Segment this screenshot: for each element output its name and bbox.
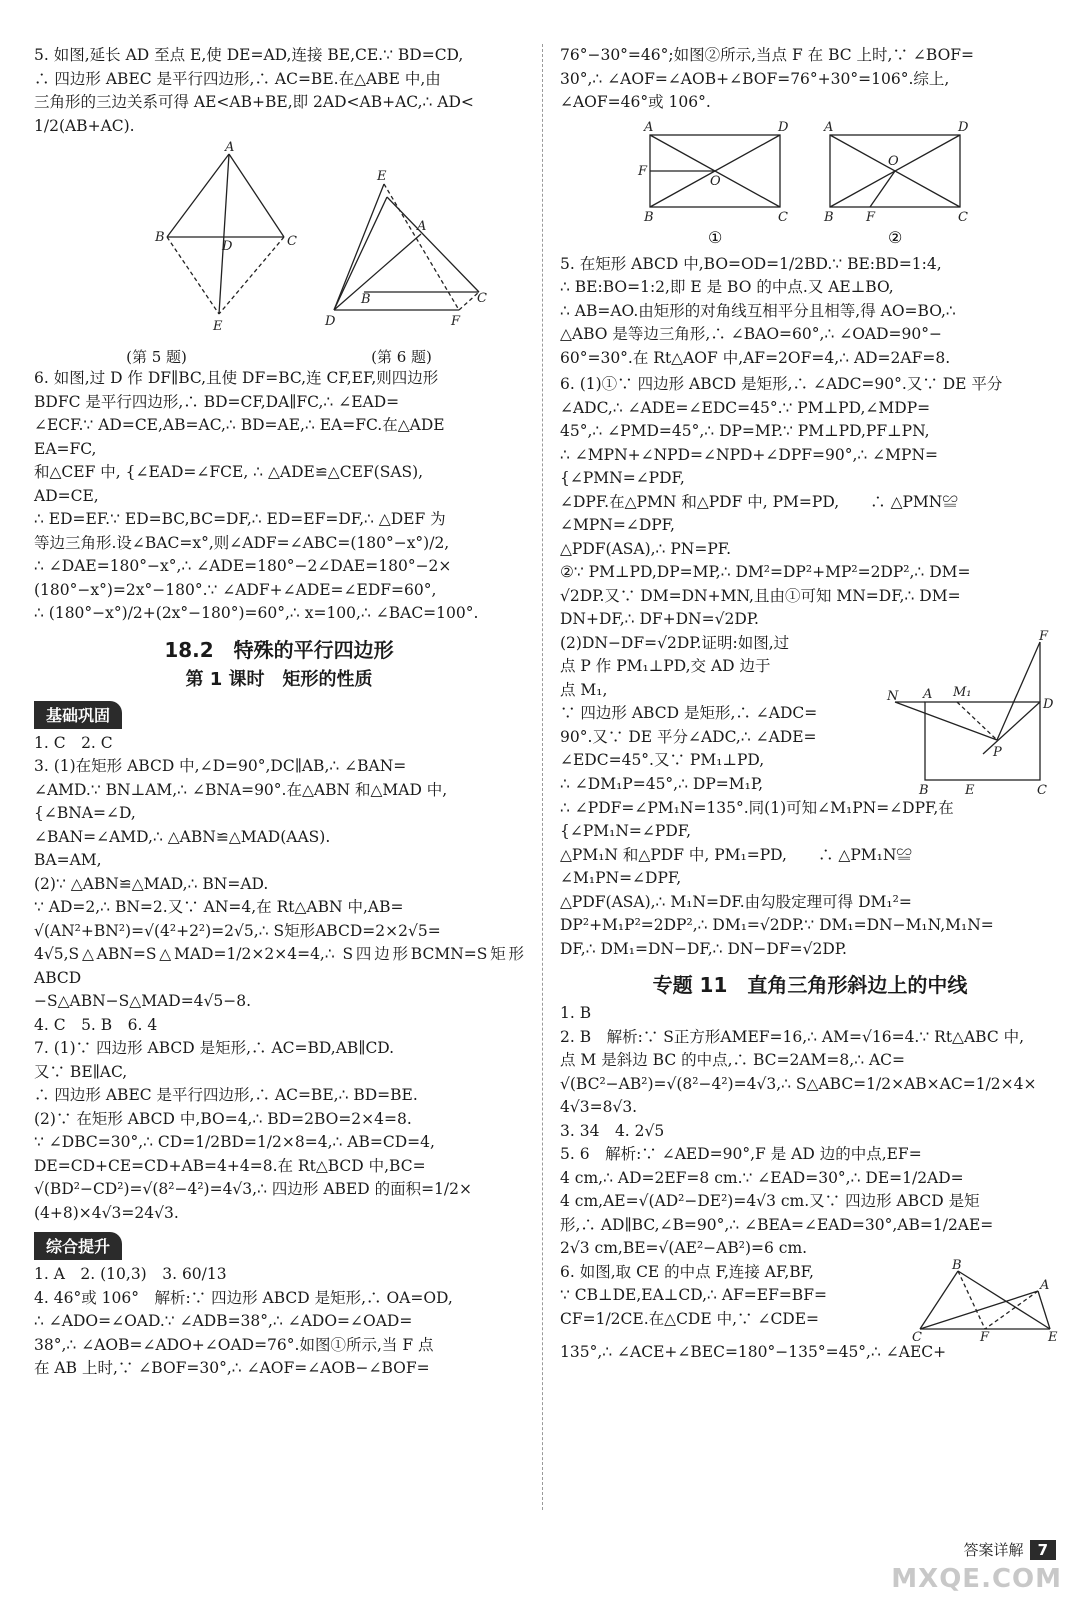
svg-text:F: F xyxy=(451,314,461,329)
svg-text:B: B xyxy=(155,230,165,245)
text-line: ∠AMD.∵ BN⊥AM,∴ ∠BNA=90°.在△ABN 和△MAD 中, xyxy=(34,780,448,799)
text-line: 90°.又∵ DE 平分∠ADC,∴ ∠ADE= xyxy=(560,727,817,746)
text-line: ∠M₁PN=∠DPF, xyxy=(560,869,682,887)
text-line: 7. (1)∵ 四边形 ABCD 是矩形,∴ AC=BD,AB∥CD. xyxy=(34,1039,395,1057)
text-line: AD=CE, xyxy=(34,486,99,505)
text-line: 4 cm,∴ AD=2EF=8 cm.∵ ∠EAD=30°,∴ DE=1/2AD= xyxy=(560,1168,964,1187)
text-line: ∠AOF=46°或 106°. xyxy=(560,93,711,111)
rectangle-figure-1 xyxy=(650,135,780,207)
text-line: ∠BAN=∠AMD,∴ △ABN≌△MAD(AAS). xyxy=(34,827,331,846)
figure-5 xyxy=(167,154,284,314)
text-line: 60°=30°.在 Rt△AOF 中,AF=2OF=4,∴ AD=2AF=8. xyxy=(560,348,951,367)
svg-text:D: D xyxy=(325,314,336,329)
text-line: ∠EDC=45°.又∵ PM₁⊥PD, xyxy=(560,751,765,769)
basic-answers xyxy=(34,732,524,1226)
svg-text:A: A xyxy=(923,686,933,702)
text-line: DN+DF,∴ DF+DN=√2DP. xyxy=(560,610,759,628)
svg-text:A: A xyxy=(824,119,834,135)
advanced-answer-5 xyxy=(560,253,1060,371)
svg-text:C: C xyxy=(477,291,487,306)
text-line: 38°,∴ ∠AOB=∠ADO+∠OAD=76°.如图①所示,当 F 点 xyxy=(34,1335,434,1354)
text-line: (180°−x°)=2x°−180°.∵ ∠ADF+∠ADE=∠EDF=60°, xyxy=(34,580,437,599)
svg-text:D: D xyxy=(222,239,233,254)
text-line: ∴ ∠DAE=180°−x°,∴ ∠ADE=180°−2∠DAE=180°−2× xyxy=(34,557,452,575)
text-line: 1. C 2. C xyxy=(34,733,113,752)
answer-6-figure xyxy=(910,1257,1060,1345)
svg-text:A: A xyxy=(417,219,427,234)
text-line: ∴ ∠DM₁P=45°,∴ DP=M₁P, xyxy=(560,774,764,793)
text-line: 5. 6 解析:∵ ∠AED=90°,F 是 AD 边的中点,EF= xyxy=(560,1145,922,1163)
text-line: ∴ BE:BO=1:2,即 E 是 BO 的中点.又 AE⊥BO, xyxy=(560,278,894,296)
answer-6-with-figure xyxy=(560,1257,1060,1345)
text-line: 2√3 cm,BE=√(AE²−AB²)=6 cm. xyxy=(560,1239,808,1257)
text-line: 2. B 解析:∵ S正方形AMEF=16,∴ AM=√16=4.∵ Rt△ABC 中, xyxy=(560,1027,1025,1046)
text-line: 在 AB 上时,∵ ∠BOF=30°,∴ ∠AOF=∠AOB−∠BOF= xyxy=(34,1359,430,1377)
proof-figure xyxy=(885,628,1060,798)
text-line: 5. 在矩形 ABCD 中,BO=OD=1/2BD.∵ BE:BD=1:4, xyxy=(560,254,942,273)
svg-text:M₁: M₁ xyxy=(953,684,972,700)
svg-text:A: A xyxy=(225,140,235,155)
text-line: (2)∵ △ABN≌△MAD,∴ BN=AD. xyxy=(34,874,269,893)
svg-text:D: D xyxy=(958,119,969,135)
text-line: 和△CEF 中, {∠EAD=∠FCE, ∴ △ADE≌△CEF(SAS), xyxy=(34,463,424,481)
svg-text:E: E xyxy=(213,319,223,334)
text-line: 4 cm,AE=√(AD²−DE²)=4√3 cm.又∵ 四边形 ABCD 是矩 xyxy=(560,1192,980,1210)
text-line: ∵ CB⊥DE,EA⊥CD,∴ AF=EF=BF= xyxy=(560,1286,827,1304)
text-line: {∠BNA=∠D, xyxy=(34,804,136,822)
text-line: △ABO 是等边三角形,∴ ∠BAO=60°,∴ ∠OAD=90°− xyxy=(560,325,942,343)
svg-text:F: F xyxy=(980,1329,990,1345)
figure-5-caption: (第 5 题) xyxy=(126,348,187,366)
text-line: △PM₁N 和△PDF 中, PM₁=PD, ∴ △PM₁N≌ xyxy=(560,845,912,864)
text-line: ∵ ∠DBC=30°,∴ CD=1/2BD=1/2×8=4,∴ AB=CD=4, xyxy=(34,1133,435,1151)
right-column xyxy=(560,44,1060,1530)
text-line: BA=AM, xyxy=(34,851,102,869)
svg-text:F: F xyxy=(1039,628,1049,644)
svg-text:F: F xyxy=(866,209,876,225)
text-line: (2)∵ 在矩形 ABCD 中,BO=4,∴ BD=2BO=2×4=8. xyxy=(34,1109,412,1128)
footer-label: 答案详解 xyxy=(963,1541,1024,1559)
svg-text:E: E xyxy=(1048,1329,1058,1345)
text-line: 1/2(AB+AC). xyxy=(34,116,135,135)
text-line: 又∵ BE∥AC, xyxy=(34,1062,128,1081)
text-line: {∠PMN=∠PDF, xyxy=(560,469,685,487)
text-line: EA=FC, xyxy=(34,439,97,458)
left-column xyxy=(34,44,524,1530)
column-divider xyxy=(542,44,543,1510)
text-line: CF=1/2CE.在△CDE 中,∵ ∠CDE= xyxy=(560,1309,820,1328)
text-line: 4. C 5. B 6. 4 xyxy=(34,1015,158,1034)
text-line: ∴ ∠ADO=∠OAD.∵ ∠ADB=38°,∴ ∠ADO=∠OAD= xyxy=(34,1312,413,1330)
text-line: 76°−30°=46°;如图②所示,当点 F 在 BC 上时,∵ ∠BOF= xyxy=(560,46,975,64)
svg-text:C: C xyxy=(778,209,788,225)
text-line: ∠MPN=∠DPF, xyxy=(560,516,675,534)
text-line: 形,∴ AD∥BC,∠B=90°,∴ ∠BEA=∠EAD=30°,AB=1/2AE= xyxy=(560,1215,994,1234)
text-line: ∴ 四边形 ABEC 是平行四边形,∴ AC=BE.在△ABE 中,由 xyxy=(34,69,441,88)
text-line: ∴ AB=AO.由矩形的对角线互相平分且相等,得 AO=BO,∴ xyxy=(560,301,956,320)
text-line: 三角形的三边关系可得 AE<AB+BE,即 2AD<AB+AC,∴ AD< xyxy=(34,93,474,111)
page-number: 7 xyxy=(1030,1540,1056,1560)
text-line: (2)DN−DF=√2DP.证明:如图,过 xyxy=(560,633,790,652)
advanced-tag: 综合提升 xyxy=(34,1232,122,1260)
svg-text:A: A xyxy=(1040,1277,1050,1293)
advanced-answer-6 xyxy=(560,373,1060,961)
proof-text xyxy=(560,632,885,797)
svg-text:O: O xyxy=(710,173,721,189)
svg-text:B: B xyxy=(824,209,834,225)
figure-6-caption: (第 6 题) xyxy=(371,348,432,366)
text-line: BDFC 是平行四边形,∴ BD=CF,DA∥FC,∴ ∠EAD= xyxy=(34,392,400,411)
text-line: {∠PM₁N=∠PDF, xyxy=(560,822,692,840)
text-line: ∴ ∠MPN+∠NPD=∠NPD+∠DPF=90°,∴ ∠MPN= xyxy=(560,445,939,464)
text-line: DE=CD+CE=CD+AB=4+4=8.在 Rt△BCD 中,BC= xyxy=(34,1156,426,1175)
basic-tag: 基础巩固 xyxy=(34,701,122,729)
svg-text:C: C xyxy=(1037,782,1047,798)
advanced-answers xyxy=(34,1263,524,1381)
text-line: √2DP.又∵ DM=DN+MN,且由①可知 MN=DF,∴ DM= xyxy=(560,586,961,605)
svg-text:C: C xyxy=(912,1329,922,1345)
text-line: 1. B xyxy=(560,1004,592,1022)
text-line: √(BC²−AB²)=√(8²−4²)=4√3,∴ S△ABC=1/2×AB×AC=1/2×4× xyxy=(560,1074,1037,1093)
text-line: 4√3=8√3. xyxy=(560,1098,638,1116)
rectangle-figure-2 xyxy=(830,135,960,207)
text-line: 45°,∴ ∠PMD=45°,∴ DP=MP.∵ PM⊥PD,PF⊥PN, xyxy=(560,422,930,440)
answer-6 xyxy=(34,367,524,626)
text-line: (4+8)×4√3=24√3. xyxy=(34,1203,179,1222)
svg-text:B: B xyxy=(644,209,654,225)
text-line: 点 P 作 PM₁⊥PD,交 AD 边于 xyxy=(560,657,771,675)
svg-text:P: P xyxy=(993,744,1002,760)
text-line: 等边三角形.设∠BAC=x°,则∠ADF=∠ABC=(180°−x°)/2, xyxy=(34,533,450,552)
text-line: ∠DPF.在△PMN 和△PDF 中, PM=PD, ∴ △PMN≌ xyxy=(560,492,958,511)
figure-6 xyxy=(334,184,479,310)
text-line: ∴ (180°−x°)/2+(2x°−180°)=60°,∴ x=100,∴ ∠BAC=100°. xyxy=(34,604,479,622)
svg-text:D: D xyxy=(1043,696,1054,712)
svg-text:N: N xyxy=(887,688,899,704)
proof-with-figure xyxy=(560,628,1060,798)
text-line: ∵ 四边形 ABCD 是矩形,∴ ∠ADC= xyxy=(560,704,818,722)
answer-6-text xyxy=(560,1261,910,1341)
answer-4-continued xyxy=(560,44,1060,115)
text-line: 135°,∴ ∠ACE+∠BEC=180°−135°=45°,∴ ∠AEC+ xyxy=(560,1342,947,1361)
text-line: 6. 如图,过 D 作 DF∥BC,且使 DF=BC,连 CF,EF,则四边形 xyxy=(34,369,439,387)
text-line: 点 M₁, xyxy=(560,680,608,699)
text-line: △PDF(ASA),∴ M₁N=DF.由勾股定理可得 DM₁²= xyxy=(560,892,912,911)
figures-1-2 xyxy=(630,119,990,249)
svg-text:D: D xyxy=(778,119,789,135)
svg-text:E: E xyxy=(377,169,387,184)
text-line: ②∵ PM⊥PD,DP=MP,∴ DM²=DP²+MP²=2DP²,∴ DM= xyxy=(560,563,971,581)
text-line: DF,∴ DM₁=DN−DF,∴ DN−DF=√2DP. xyxy=(560,939,847,958)
text-line: ∵ AD=2,∴ BN=2.又∵ AN=4,在 Rt△ABN 中,AB= xyxy=(34,898,404,916)
topic-answers xyxy=(560,1002,1060,1364)
text-line: √(BD²−CD²)=√(8²−4²)=4√3,∴ 四边形 ABED 的面积=1/2× xyxy=(34,1180,472,1198)
text-line: 4√5,S△ABN=S△MAD=1/2×2×4=4,∴ S四边形BCMN=S矩形ABCD xyxy=(34,945,524,987)
svg-text:B: B xyxy=(919,782,929,798)
answer-5 xyxy=(34,44,524,138)
svg-text:B: B xyxy=(952,1257,962,1273)
svg-text:O: O xyxy=(888,153,899,169)
text-line: DP²+M₁P²=2DP²,∴ DM₁=√2DP.∵ DM₁=DN−M₁N,M₁N= xyxy=(560,916,994,934)
text-line: 点 M 是斜边 BC 的中点,∴ BC=2AM=8,∴ AC= xyxy=(560,1051,906,1069)
text-line: 5. 如图,延长 AD 至点 E,使 DE=AD,连接 BE,CE.∵ BD=CD, xyxy=(34,46,464,64)
text-line: △PDF(ASA),∴ PN=PF. xyxy=(560,539,732,558)
text-line: ∠ADC,∴ ∠ADE=∠EDC=45°.∵ PM⊥PD,∠MDP= xyxy=(560,398,931,417)
text-line: ∠ECF.∵ AD=CE,AB=AC,∴ BD=AE,∴ EA=FC.在△ADE xyxy=(34,416,445,434)
text-line: 30°,∴ ∠AOF=∠AOB+∠BOF=76°+30°=106°.综上, xyxy=(560,69,950,88)
figures-5-6 xyxy=(79,140,487,342)
svg-text:E: E xyxy=(965,782,975,798)
text-line: 6. 如图,取 CE 的中点 F,连接 AF,BF, xyxy=(560,1262,814,1281)
page-footer xyxy=(964,1539,1056,1560)
text-line: 4. 46°或 106° 解析:∵ 四边形 ABCD 是矩形,∴ OA=OD, xyxy=(34,1288,453,1307)
text-line: √(AN²+BN²)=√(4²+2²)=2√5,∴ S矩形ABCD=2×2√5= xyxy=(34,921,441,940)
text-line: ∴ ∠PDF=∠PM₁N=135°.同(1)可知∠M₁PN=∠DPF,在 xyxy=(560,798,954,817)
text-line: ∴ 四边形 ABEC 是平行四边形,∴ AC=BE,∴ BD=BE. xyxy=(34,1086,418,1104)
figure-captions xyxy=(34,346,524,367)
text-line: 6. (1)①∵ 四边形 ABCD 是矩形,∴ ∠ADC=90°.又∵ DE 平分 xyxy=(560,375,1003,393)
text-line: −S△ABN−S△MAD=4√5−8. xyxy=(34,992,252,1010)
lesson-title: 第 1 课时 矩形的性质 xyxy=(185,668,373,690)
svg-text:C: C xyxy=(287,234,297,249)
figure-1-label: ① xyxy=(708,227,723,247)
svg-text:A: A xyxy=(644,119,654,135)
text-line: 3. (1)在矩形 ABCD 中,∠D=90°,DC∥AB,∴ ∠BAN= xyxy=(34,757,407,775)
svg-text:F: F xyxy=(638,163,648,179)
text-line: ∴ ED=EF.∵ ED=BC,BC=DF,∴ ED=EF=DF,∴ △DEF 为 xyxy=(34,510,446,528)
figure-2-label: ② xyxy=(888,227,903,247)
watermark: MXQE.COM xyxy=(891,1564,1062,1594)
section-title: 18.2 特殊的平行四边形 xyxy=(164,637,394,662)
svg-text:B: B xyxy=(361,292,371,307)
topic-title: 专题 11 直角三角形斜边上的中线 xyxy=(652,973,968,997)
text-line: 3. 34 4. 2√5 xyxy=(560,1121,665,1140)
text-line: 1. A 2. (10,3) 3. 60/13 xyxy=(34,1265,227,1283)
svg-text:C: C xyxy=(958,209,968,225)
